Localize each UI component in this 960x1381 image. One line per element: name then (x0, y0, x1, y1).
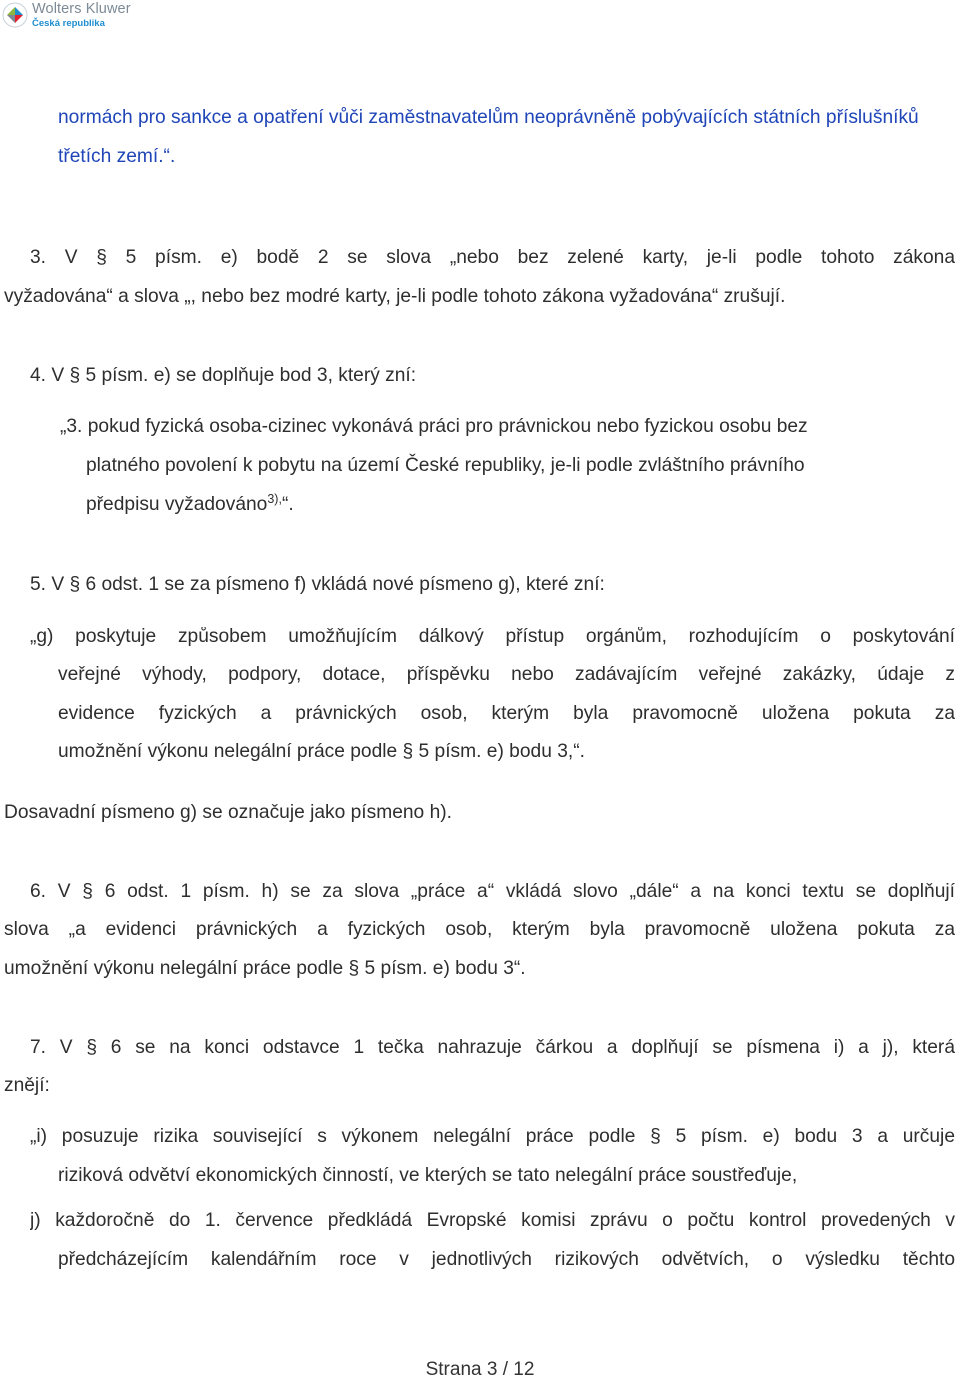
text-line: umožnění výkonu nelegální práce podle § 5 písm. e) bodu 3“. (4, 958, 526, 979)
text-line: 7. V § 6 se na konci odstavce 1 tečka nahrazuje čárkou a doplňují se písmena i) a j), která (30, 1038, 955, 1058)
text-fragment: “. (281, 494, 294, 515)
text-line: slova „a evidenci právnických a fyzických osob, kterým byla pravomocně uložena pokuta za (4, 920, 955, 940)
text-line: j) každoročně do 1. července předkládá Evropské komisi zprávu o počtu kontrol provedených v (30, 1211, 955, 1231)
page-number: Strana 3 / 12 (425, 1359, 535, 1380)
header-logo (2, 2, 131, 28)
text-line: předcházejícím kalendářním roce v jednotlivých rizikových odvětvích, o výsledku těchto (58, 1250, 955, 1270)
footnote-reference: 3), (267, 492, 282, 506)
text-line: veřejné výhody, podpory, dotace, příspěvku nebo zadávajícím veřejné zakázky, údaje z (58, 665, 955, 685)
text-line: 6. V § 6 odst. 1 písm. h) se za slova „práce a“ vkládá slovo „dále“ a na konci textu se doplňují (30, 882, 955, 902)
logo-subtitle: Česká republika (32, 17, 105, 29)
text-line (86, 492, 294, 515)
text-line: „g) poskytuje způsobem umožňujícím dálkový přístup orgánům, rozhodujícím o poskytování (30, 627, 955, 647)
text-line: umožnění výkonu nelegální práce podle § 5 písm. e) bodu 3,“. (58, 741, 585, 762)
text-line: vyžadována“ a slova „, nebo bez modré karty, je-li podle tohoto zákona vyžadována“ zrušují. (4, 286, 786, 307)
text-line: znějí: (4, 1075, 50, 1096)
text-line: platného povolení k pobytu na území České republiky, je-li podle zvláštního právního (86, 455, 805, 476)
text-line: 4. V § 5 písm. e) se doplňuje bod 3, který zní: (30, 365, 417, 386)
text-line: třetích zemí.“. (58, 146, 176, 167)
logo-brand-text: Wolters Kluwer (32, 1, 131, 17)
text-line: „i) posuzuje rizika související s výkonem nelegální práce podle § 5 písm. e) bodu 3 a určuje (30, 1127, 955, 1147)
text-line: 3. V § 5 písm. e) bodě 2 se slova „nebo bez zelené karty, je-li podle tohoto zákona (30, 248, 955, 268)
text-line: 5. V § 6 odst. 1 se za písmeno f) vkládá nové písmeno g), které zní: (30, 574, 605, 595)
text-line: evidence fyzických a právnických osob, kterým byla pravomocně uložena pokuta za (58, 704, 955, 724)
text-line: „3. pokud fyzická osoba-cizinec vykonává práci pro právnickou nebo fyzickou osobu bez (60, 416, 808, 437)
wolters-kluwer-logo-icon (2, 2, 28, 28)
text-line: riziková odvětví ekonomických činností, ve kterých se tato nelegální práce soustřeďuje, (58, 1165, 798, 1186)
text-line: Dosavadní písmeno g) se označuje jako písmeno h). (4, 802, 452, 823)
text-line: normách pro sankce a opatření vůči zaměstnavatelům neoprávněně pobývajících státních příslušníků (58, 107, 919, 128)
text-fragment: předpisu vyžadováno (86, 494, 268, 515)
